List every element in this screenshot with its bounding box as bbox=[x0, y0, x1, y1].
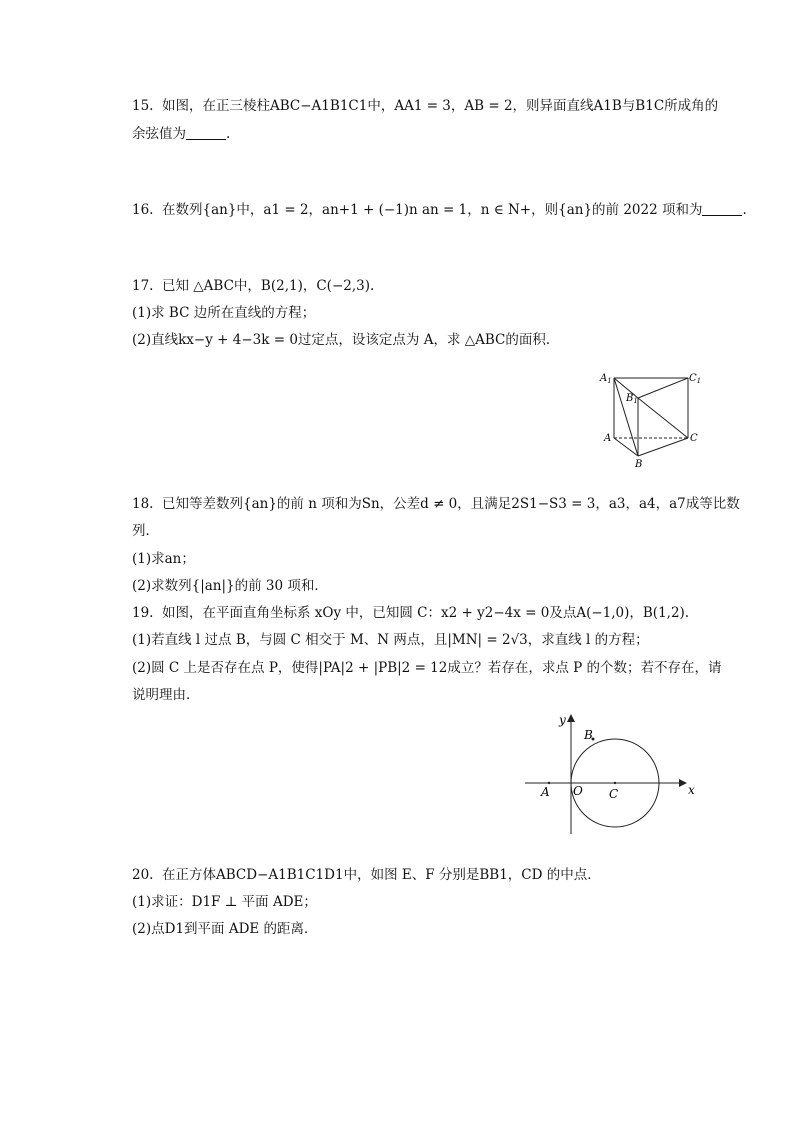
q18-number: 18. bbox=[132, 496, 154, 512]
q15-number: 15. bbox=[132, 98, 154, 114]
q18-part2: (2)求数列{|an|}的前 30 项和． bbox=[132, 578, 328, 594]
q16-line1: 16. 在数列{an}中，a1 = 2，an+1 + (−1)n an = 1，n ∈ N+，则{an}的前 2022 项和为 . bbox=[132, 202, 747, 218]
q15-line1 bbox=[132, 97, 718, 115]
q17-stem bbox=[132, 277, 374, 295]
q15-text-line2: 余弦值为 bbox=[132, 126, 186, 142]
q20-part2: (2)点D1到平面 ADE 的距离． bbox=[132, 921, 318, 937]
q15-text-line1: 如图，在正三棱柱ABC−A1B1C1中，AA1 = 3，AB = 2，则异面直线A1B与B1C所成角的 bbox=[162, 98, 719, 114]
point-A bbox=[548, 782, 550, 784]
label-C: C bbox=[609, 787, 619, 801]
label-A: A bbox=[541, 785, 550, 799]
point-C bbox=[614, 782, 616, 784]
q19-stem-text: 如图，在平面直角坐标系 xOy 中，已知圆 C：x2 + y2−4x = 0及点A(−1,0)，B(1,2). bbox=[162, 605, 690, 621]
axis-label-y: y bbox=[559, 713, 566, 727]
q20-part1: (1)求证：D1F ⊥ 平面 ADE； bbox=[132, 894, 317, 910]
prism-figure bbox=[596, 368, 706, 470]
q19-part2-line2: 说明理由． bbox=[132, 687, 200, 703]
label-A1: $A_1$ bbox=[600, 373, 612, 385]
label-B1: $B_1$ bbox=[626, 393, 638, 405]
q18-line1 bbox=[132, 495, 740, 513]
q17-number: 17. bbox=[132, 278, 154, 294]
q20-number: 20. bbox=[132, 867, 154, 883]
label-C: C bbox=[690, 433, 698, 444]
circle-figure bbox=[520, 708, 700, 838]
q16-text: 在数列{an}中，a1 = 2，an+1 + (−1)n an = 1，n ∈ N+，则{an}的前 2022 项和为 bbox=[162, 202, 703, 218]
answer-blank[interactable] bbox=[186, 125, 226, 140]
q18-text-line1: 已知等差数列{an}的前 n 项和为Sn，公差d ≠ 0，且满足2S1−S3 = 3，a3，a4，a7成等比数 bbox=[162, 496, 740, 512]
q19-number: 19. bbox=[132, 605, 154, 621]
label-B: B bbox=[584, 728, 593, 742]
q17-part1: (1)求 BC 边所在直线的方程； bbox=[132, 305, 316, 321]
q18-line2: 列． bbox=[132, 523, 159, 539]
label-B: B bbox=[635, 459, 643, 470]
q20-stem-text: 在正方体ABCD−A1B1C1D1中，如图 E、F 分别是BB1，CD 的中点． bbox=[162, 867, 601, 883]
q20-stem bbox=[132, 866, 601, 884]
q19-part2-line1: (2)圆 C 上是否存在点 P，使得|PA|2 + |PB|2 = 12成立？若存在，求点 P 的个数；若不存在，请 bbox=[132, 660, 722, 676]
q19-part1: (1)若直线 l 过点 B，与圆 C 相交于 M、N 两点，且|MN| = 2√3，求直线 l 的方程； bbox=[132, 632, 649, 648]
q15-line2: 余弦值为 . bbox=[132, 126, 231, 142]
axis-label-x: x bbox=[688, 783, 695, 797]
q17-stem-text: 已知 △ABC中，B(2,1)，C(−2,3). bbox=[162, 278, 375, 294]
label-A: A bbox=[604, 433, 612, 444]
q18-part1: (1)求an； bbox=[132, 551, 195, 567]
q19-stem bbox=[132, 604, 689, 622]
label-O: O bbox=[573, 784, 583, 798]
q16-number: 16. bbox=[132, 202, 154, 218]
answer-blank[interactable] bbox=[702, 201, 742, 216]
q17-part2: (2)直线kx−y + 4−3k = 0过定点，设该定点为 A，求 △ABC的面积． bbox=[132, 332, 560, 348]
label-C1: $C_1$ bbox=[689, 373, 702, 385]
